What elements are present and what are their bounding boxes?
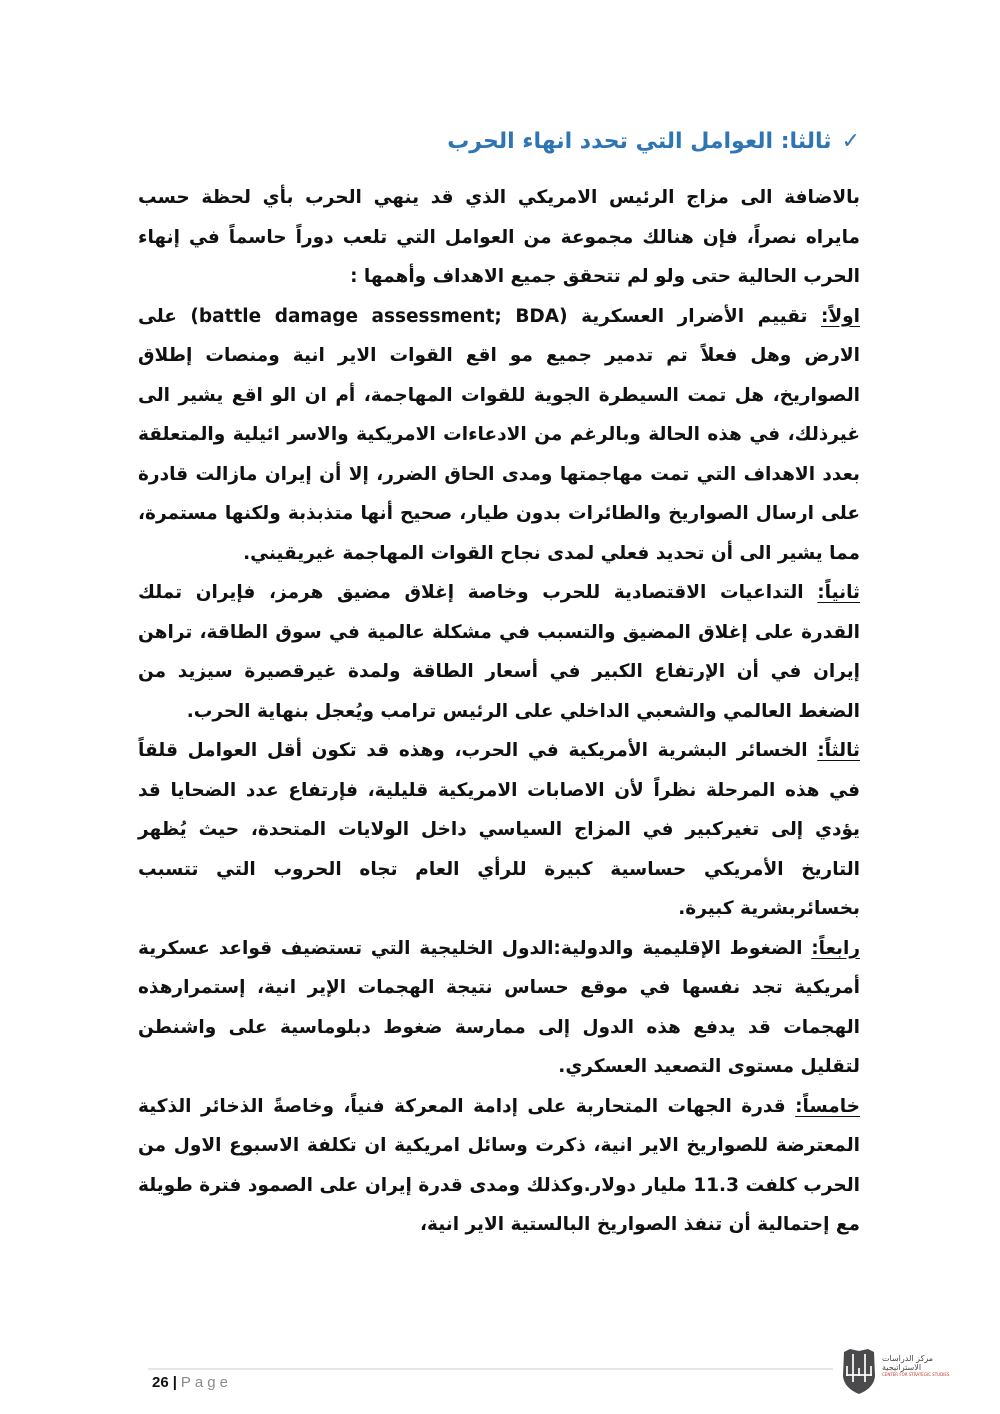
footer-divider: [148, 1368, 833, 1370]
section-title: ثالثا: العوامل التي تحدد انهاء الحرب: [447, 129, 832, 154]
factor-text: ) على الارض وهل فعلاً تم تدمير جميع مو اقع القوات الاير انية ومنصات إطلاق الصواريخ، هل تمت السيطرة الجوية للقوات المهاجمة، أم ان الو اقع يشير الى غيرذلك، في هذه الحالة وبالرغم من الادعاءات الامريكية والاسر ائيلية والمتعلقة بعدد الاهداف التي تمت مهاجمتها ومدى الحاق الضرر، إلا أن إيران مازالت قادرة على ارسال الصواريخ والطائرات بدون طيار، صحيح أنها متذبذبة ولكنها مستمرة، مما يشير الى أن تحديد فعلي لمدى نجاح القوات المهاجمة غيريقيني.: [138, 305, 860, 564]
intro-paragraph: بالاضافة الى مزاج الرئيس الامريكي الذي قد ينهي الحرب بأي لحظة حسب مايراه نصراً، فإن هنالك مجموعة من العوامل التي تلعب دوراً حاسماً في إنهاء الحرب الحالية حتى ولو لم تتحقق جميع الاهداف وأهمها :: [138, 187, 860, 287]
factor-latin-term: battle damage assessment; BDA: [198, 305, 560, 327]
factor-lead: ثانياً:: [817, 582, 860, 603]
factor-text: قدرة الجهات المتحاربة على إدامة المعركة فنياً، وخاصةً الذخائر الذكية المعترضة للصواريخ الاير انية، ذكرت وسائل امريكية ان تكلفة الاسبوع الاول من الحرب كلفت 11.3 مليار دولار.وكذلك ومدى قدرة إيران على الصمود فترة طويلة مع إحتمالية أن تنفذ الصواريخ البالستية الاير انية،: [138, 1095, 860, 1235]
checkmark-icon: ✓: [841, 129, 860, 154]
logo-name-english: CENTER FOR STRATEGIC STUDIES: [882, 1372, 950, 1377]
page-number: 26: [152, 1374, 169, 1391]
logo-name-line-2: الاستراتيجية: [882, 1363, 922, 1372]
factor-paragraph-4: [138, 929, 860, 1087]
factor-text: تقييم الأضرار العسكرية (: [559, 305, 821, 327]
factor-text: التداعيات الاقتصادية للحرب وخاصة إغلاق مضيق هرمز، فإيران تملك القدرة على إغلاق المضيق والتسبب في مشكلة عالمية في سوق الطاقة، تراهن إيران في أن الإرتفاع الكبير في أسعار الطاقة ولمدة غيرقصيرة سيزيد من الضغط العالمي والشعبي الداخلي على الرئيس ترامب ويُعجل بنهاية الحرب.: [138, 582, 860, 722]
factor-text: الخسائر البشرية الأمريكية في الحرب، وهذه قد تكون أقل العوامل قلقاً في هذه المرحلة نظراً لأن الاصابات الامريكية قليلية، فإرتفاع عدد الضحايا قد يؤدي إلى تغيركبير في المزاج السياسي داخل الولايات المتحدة، حيث يُظهر التاريخ الأمريكي حساسية كبيرة للرأي العام تجاه الحروب التي تتسبب بخسائربشرية كبيرة.: [138, 740, 860, 919]
organization-logo: [840, 1346, 1000, 1406]
factor-lead: ثالثاً:: [817, 740, 860, 761]
factor-paragraph-2: [138, 573, 860, 731]
shield-logo-icon: [840, 1346, 878, 1396]
factor-paragraph-5: [138, 1087, 860, 1245]
page-footer: [152, 1372, 232, 1394]
body-text: [138, 178, 860, 1245]
factor-paragraph-1: [138, 297, 860, 574]
factor-paragraph-3: [138, 731, 860, 929]
factor-lead: رابعاً:: [811, 937, 860, 959]
footer-separator: |: [172, 1374, 177, 1391]
factor-lead: خامساً:: [795, 1095, 860, 1117]
logo-text: [882, 1354, 949, 1378]
section-heading: [140, 124, 860, 160]
logo-name-line-1: مركز الدراسات: [882, 1354, 934, 1363]
factor-lead: اولاً:: [820, 305, 860, 327]
factor-text: الضغوط الإقليمية والدولية:الدول الخليجية التي تستضيف قواعد عسكرية أمريكية تجد نفسها في موقع حساس نتيجة الهجمات الإير انية، إستمرارهذه الهجمات قد يدفع هذه الدول إلى ممارسة ضغوط دبلوماسية على واشنطن لتقليل مستوى التصعيد العسكري.: [138, 937, 860, 1077]
page-label: Page: [180, 1374, 232, 1391]
